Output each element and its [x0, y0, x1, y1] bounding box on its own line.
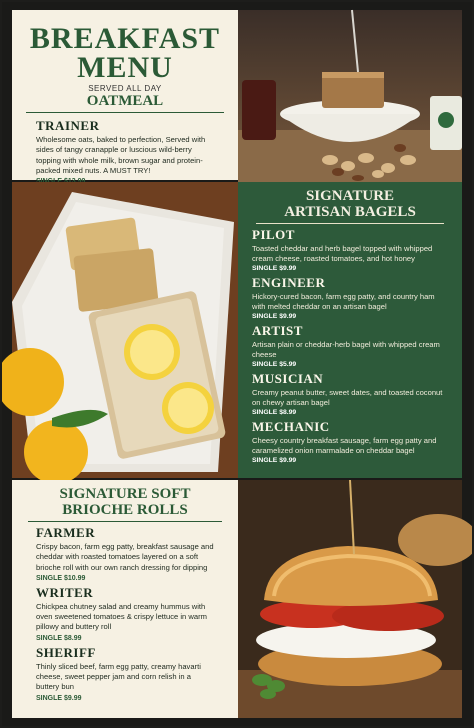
item-price: SINGLE $9.99: [252, 457, 297, 464]
brioche-heading-line1: SIGNATURE SOFT: [59, 486, 191, 502]
bagel-sandwich-photo: [238, 480, 462, 718]
bagels-heading-line2: ARTISAN BAGELS: [284, 204, 416, 220]
lemon-loaf-photo: [12, 182, 238, 478]
bagels-heading: [256, 188, 444, 224]
item-price: SINGLE $10.99: [36, 574, 86, 582]
item-description: Thinly sliced beef, farm egg patty, creamy havarti cheese, sweet pepper jam and corn relish in a buttery bun: [36, 661, 201, 692]
item-description: Crispy bacon, farm egg patty, breakfast sausage and cheddar with roasted tomatoes layered on a soft brioche roll with our own ranch dressing for dipping: [36, 542, 214, 572]
brioche-heading-line2: BRIOCHE ROLLS: [62, 502, 188, 518]
item-name: SHERIFF: [36, 644, 96, 660]
menu-title: [12, 24, 238, 82]
item-price: SINGLE $9.99: [252, 265, 297, 272]
oatmeal-bowl-illustration: [238, 10, 462, 182]
oatmeal-heading: OATMEAL: [26, 93, 224, 113]
item-description: Artisan plain or cheddar-herb bagel with whipped cream cheese: [252, 340, 440, 359]
item-name: ARTIST: [252, 323, 303, 338]
bagels-panel: [238, 182, 462, 478]
item-description: Chickpea chutney salad and creamy hummus with oven sweetened tomatoes & crispy lettuce in warm pillowy and buttery roll: [36, 601, 207, 632]
item-name: WRITER: [36, 584, 94, 600]
item-price: SINGLE $8.99: [252, 409, 297, 416]
bagel-sandwich-illustration: [238, 480, 462, 718]
lemon-loaf-illustration: [12, 182, 238, 478]
menu-item-trainer: [12, 119, 238, 185]
item-name: PILOT: [252, 227, 295, 242]
item-name: MECHANIC: [252, 419, 330, 434]
menu-title-line1: BREAKFAST: [29, 22, 221, 55]
served-all-day-note: SERVED ALL DAY: [88, 84, 162, 93]
menu-item-pilot: [238, 228, 462, 272]
bagels-heading-line1: SIGNATURE: [305, 188, 395, 204]
item-name: TRAINER: [36, 118, 100, 133]
menu-item-writer: [12, 586, 238, 642]
menu-item-sheriff: [12, 646, 238, 702]
menu-item-mechanic: [238, 420, 462, 464]
menu-item-engineer: [238, 276, 462, 320]
item-name: ENGINEER: [252, 275, 326, 290]
menu-title-line2: MENU: [77, 51, 173, 84]
item-price: SINGLE $5.99: [252, 361, 297, 368]
item-name: MUSICIAN: [252, 371, 324, 386]
item-price: SINGLE $9.99: [252, 313, 297, 320]
brioche-heading: [28, 486, 222, 522]
item-description: Toasted cheddar and herb bagel topped with whipped cream cheese, roasted tomatoes, and hot honey: [252, 244, 433, 263]
item-description: Hickory-cured bacon, farm egg patty, and country ham with melted cheddar on an artisan bagel: [252, 292, 435, 311]
item-name: FARMER: [36, 525, 96, 540]
brioche-panel: [12, 480, 238, 718]
oatmeal-bowl-photo: [238, 10, 462, 182]
item-price: SINGLE $8.99: [36, 634, 82, 642]
menu-item-musician: [238, 372, 462, 416]
menu-item-farmer: [12, 526, 238, 582]
item-description: Creamy peanut butter, sweet dates, and toasted coconut on chewy artisan bagel: [252, 388, 443, 407]
menu-item-artist: [238, 324, 462, 368]
item-description: Cheesy country breakfast sausage, farm egg patty and caramelized onion marmalade on cheddar bagel: [252, 436, 437, 455]
item-price: SINGLE $9.99: [36, 694, 82, 702]
item-description: Wholesome oats, baked to perfection, Served with sides of tangy cranapple or luscious wild-berry topping with whole milk, brown sugar and protein-packed mixed nuts. A MUST TRY!: [36, 135, 206, 175]
oatmeal-panel: [12, 10, 238, 180]
